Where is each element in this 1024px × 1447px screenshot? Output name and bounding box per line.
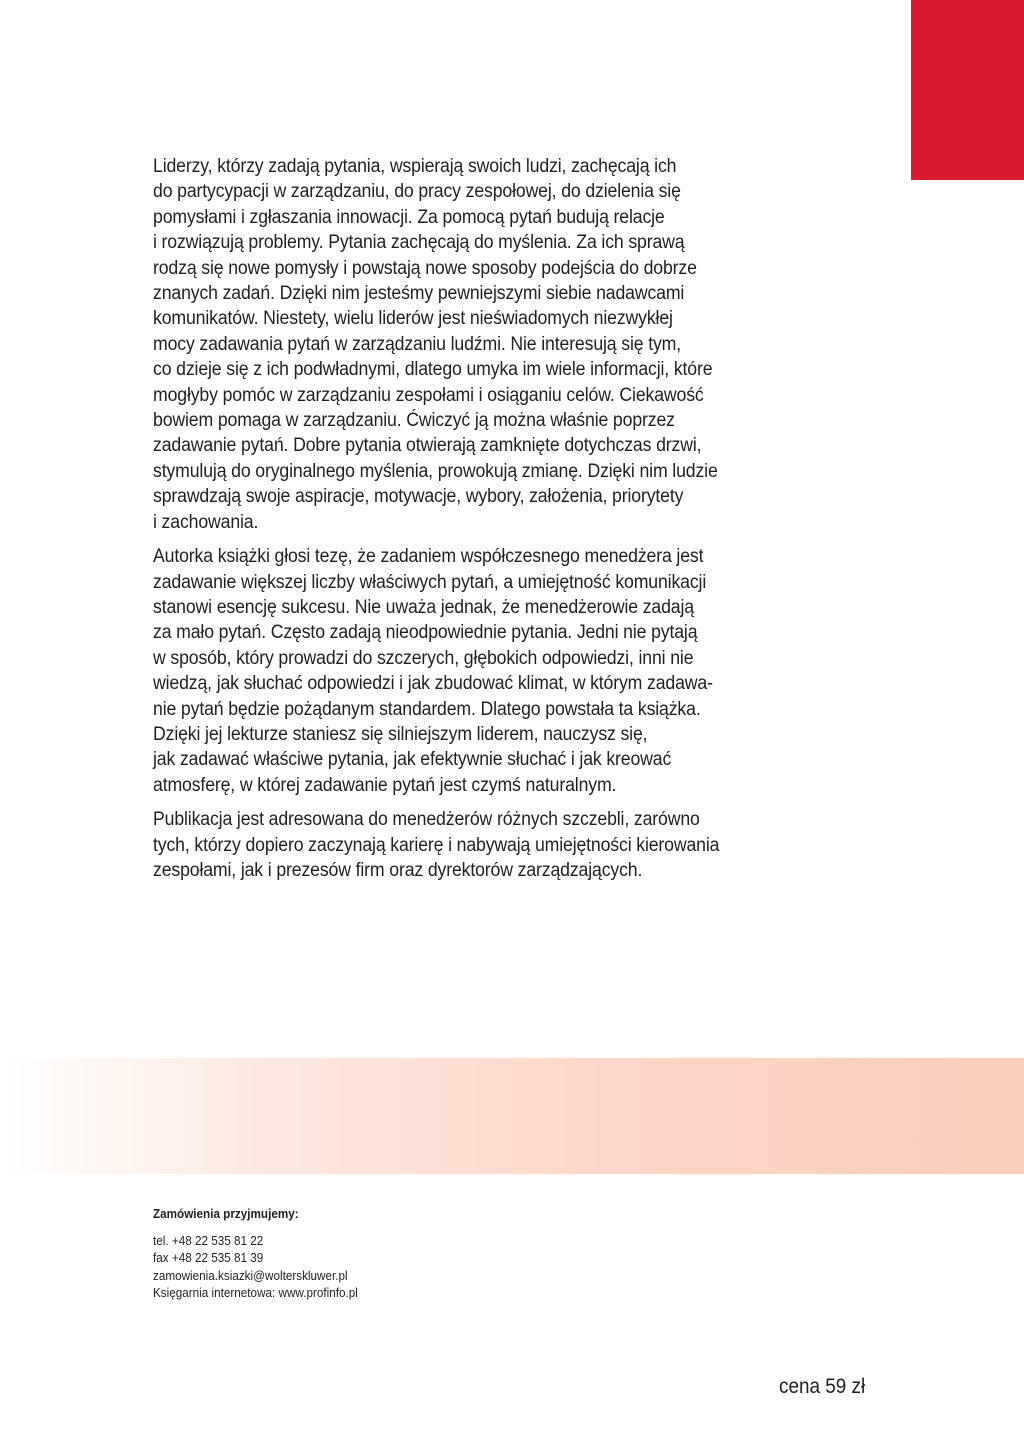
orders-phone: tel. +48 22 535 81 22 <box>153 1232 264 1248</box>
book-description <box>153 154 748 892</box>
orders-online-shop: Księgarnia internetowa: www.profinfo.pl <box>153 1285 358 1300</box>
decorative-gradient-band <box>0 1058 1024 1174</box>
price-label: cena 59 zł <box>779 1375 866 1398</box>
description-paragraph-2: Autorka książki głosi tezę, że zadaniem współczesnego menedżera jest zadawanie większej liczby właściwych pytań, a umiejętność komunikacji stanowi esencję sukcesu. Nie uważa jednak, że menedżerowie zadają za mało pytań. Często zadają nieodpowiednie pytania. Jedni nie pytają w sposób, który prowadzi do szczerych, głębokich odpowiedzi, inni nie wiedzą, jak słuchać odpowiedzi i jak zbudować klimat, w którym zadawa- nie pytań będzie pożądanym standardem. Dlatego powstała ta książka. Dzięki jej lekturze staniesz się silniejszym liderem, nauczysz się, jak zadawać właściwe pytania, jak efektywnie słuchać i jak kreować atmosferę, w której zadawanie pytań jest czymś naturalnym. <box>153 546 713 796</box>
orders-fax: fax +48 22 535 81 39 <box>153 1250 264 1265</box>
orders-heading: Zamówienia przyjmujemy: <box>153 1206 299 1221</box>
description-paragraph-3: Publikacja jest adresowana do menedżerów różnych szczebli, zarówno tych, którzy dopiero zaczynają karierę i nabywają umiejętności kierowania zespołami, jak i prezesów firm oraz dyrektorów zarządzających. <box>153 809 720 881</box>
orders-contact-block <box>153 1205 358 1302</box>
description-paragraph-1: Liderzy, którzy zadają pytania, wspierają swoich ludzi, zachęcają ich do partycypacji w zarządzaniu, do pracy zespołowej, do dzielenia się pomysłami i zgłaszania innowacji. Za pomocą pytań budują relacje i rozwiązują problemy. Pytania zachęcają do myślenia. Za ich sprawą rodzą się nowe pomysły i powstają nowe sposoby podejścia do dobrze znanych zadań. Dzięki nim jesteśmy pewniejszymi siebie nadawcami komunikatów. Niestety, wielu liderów jest nieświadomych niezwykłej mocy zadawania pytań w zarządzaniu ludźmi. Nie interesują się tym, co dzieje się z ich podwładnymi, dlatego umyka im wiele informacji, które mogłyby pomóc w zarządzaniu zespołami i osiąganiu celów. Ciekawość bowiem pomaga w zarządzaniu. Ćwiczyć ją można właśnie poprzez zadawanie pytań. Dobre pytania otwierają zamknięte dotychczas drzwi, stymulują do oryginalnego myślenia, prowokują zmianę. Dzięki nim ludzie sprawdzają swoje aspiracje, motywacje, wybory, założenia, priorytety i zachowania. <box>153 156 718 533</box>
orders-email: zamowienia.ksiazki@wolterskluwer.pl <box>153 1267 348 1283</box>
red-corner-block <box>911 0 1024 180</box>
